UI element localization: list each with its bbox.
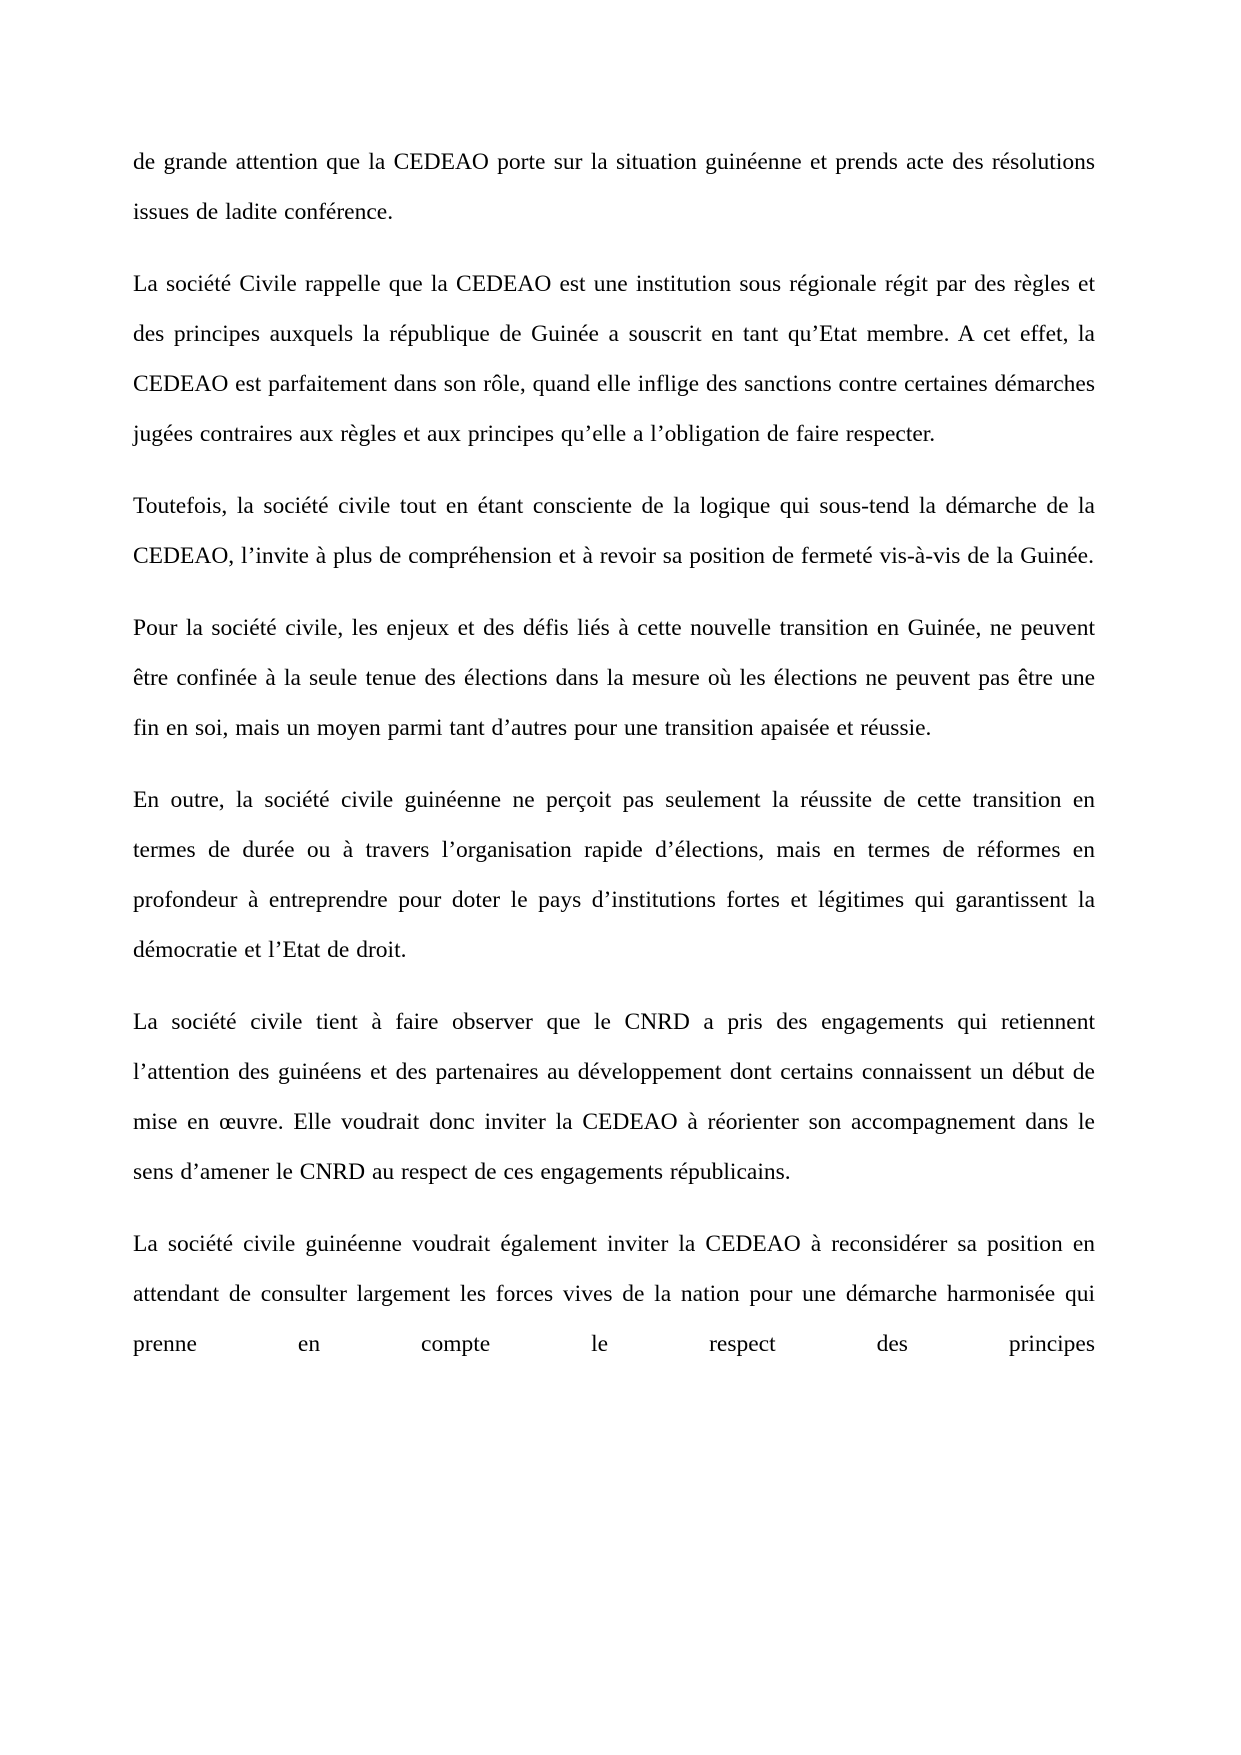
paragraph: La société Civile rappelle que la CEDEAO est une institution sous régionale régit par des règles et des principes auxquels la république de Guinée a souscrit en tant qu’Etat membre. A cet effet, la CEDEAO est parfaitement dans son rôle, quand elle inflige des sanctions contre certaines démarches jugées contraires aux règles et aux principes qu’elle a l’obligation de faire respecter. <box>133 271 1095 447</box>
paragraph: de grande attention que la CEDEAO porte sur la situation guinéenne et prends acte des résolutions issues de ladite conférence. <box>133 149 1095 225</box>
paragraph: En outre, la société civile guinéenne ne perçoit pas seulement la réussite de cette transition en termes de durée ou à travers l’organisation rapide d’élections, mais en termes de réformes en profondeur à entreprendre pour doter le pays d’institutions fortes et légitimes qui garantissent la démocratie et l’Etat de droit. <box>133 787 1095 963</box>
paragraph: La société civile tient à faire observer que le CNRD a pris des engagements qui retiennent l’attention des guinéens et des partenaires au développement dont certains connaissent un début de mise en œuvre. Elle voudrait donc inviter la CEDEAO à réorienter son accompagnement dans le sens d’amener le CNRD au respect de ces engagements républicains. <box>133 1009 1095 1185</box>
paragraph: Toutefois, la société civile tout en étant consciente de la logique qui sous-tend la démarche de la CEDEAO, l’invite à plus de compréhension et à revoir sa position de fermeté vis-à-vis de la Guinée. <box>133 493 1095 569</box>
paragraph-continued-next-page: La société civile guinéenne voudrait également inviter la CEDEAO à reconsidérer sa position en attendant de consulter largement les forces vives de la nation pour une démarche harmonisée qui prenne en compte le respect des principes <box>133 1231 1095 1357</box>
paragraph: Pour la société civile, les enjeux et des défis liés à cette nouvelle transition en Guinée, ne peuvent être confinée à la seule tenue des élections dans la mesure où les élections ne peuvent pas être une fin en soi, mais un moyen parmi tant d’autres pour une transition apaisée et réussie. <box>133 615 1095 741</box>
